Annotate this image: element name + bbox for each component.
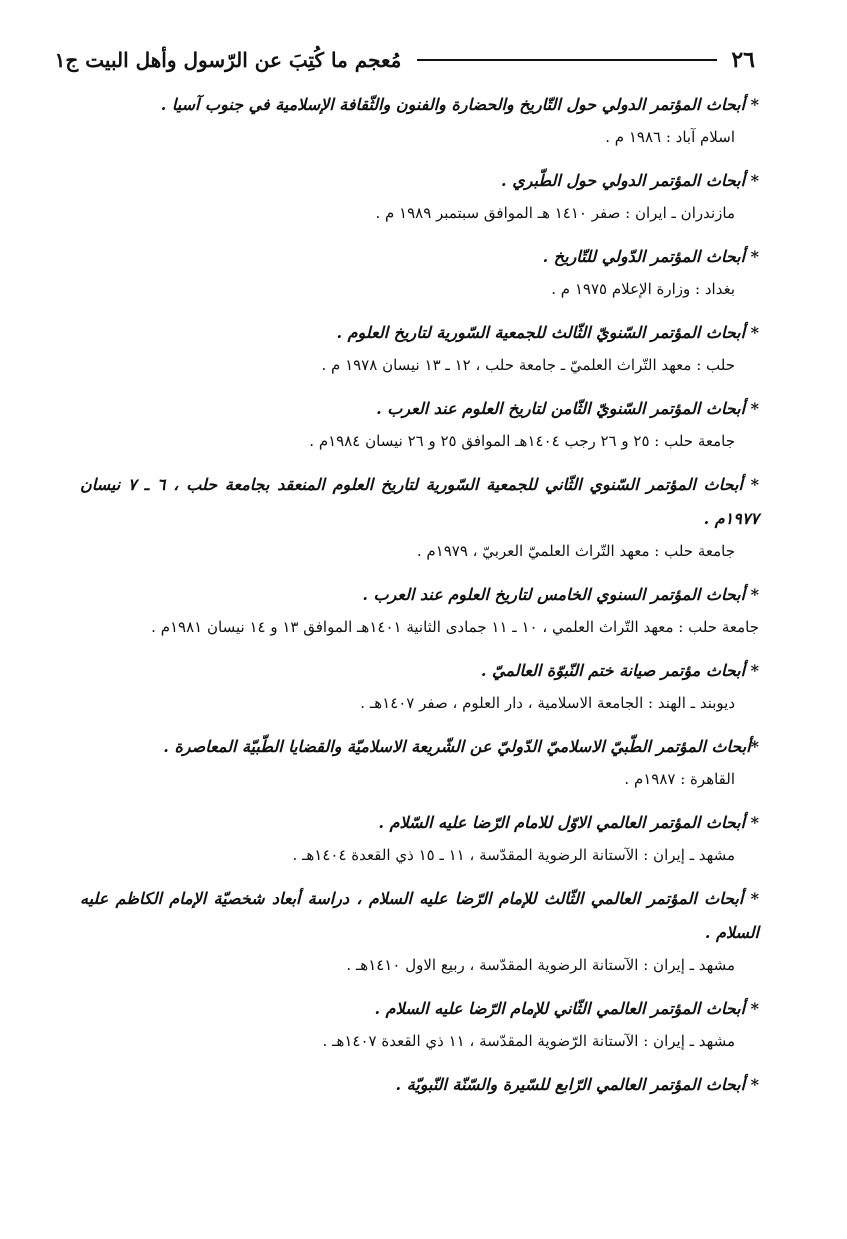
bibliography-entry [80, 992, 759, 1056]
entry-publication: مازندران ـ ايران : صفر ١٤١٠ هـ الموافق سبتمبر ١٩٨٩ م . [375, 204, 735, 222]
page-number: ٢٦ [731, 47, 755, 73]
entry-title: * أبحاث المؤتمر الدّولي للتّاريخ . [542, 247, 759, 266]
entry-publication: بغداد : وزارة الإعلام ١٩٧٥ م . [551, 280, 735, 298]
entry-title: * أبحاث المؤتمر العالمي الرّابع للسّيرة والسّنّة النّبويّة . [395, 1075, 759, 1094]
entry-publication: مشهد ـ إيران : الآستانة الرّضوية المقدّسة ، ١١ ذي القعدة ١٤٠٧هـ . [322, 1032, 735, 1050]
entry-title: * أبحاث المؤتمر العالمي الثّاني للإمام الرّضا عليه السلام . [374, 999, 759, 1018]
entry-publication: مشهد ـ إيران : الآستانة الرضوية المقدّسة ، ١١ ـ ١٥ ذي القعدة ١٤٠٤هـ . [292, 846, 735, 864]
entry-publication: اسلام آباد : ١٩٨٦ م . [605, 128, 735, 146]
entry-title: * أبحاث المؤتمر السنوي الخامس لتاريخ العلوم عند العرب . [362, 585, 759, 604]
bibliography-entry [80, 882, 759, 980]
entry-publication: حلب : معهد التّراث العلميّ ـ جامعة حلب ، ١٢ ـ ١٣ نيسان ١٩٧٨ م . [321, 356, 735, 374]
entry-publication: ديوبند ـ الهند : الجامعة الاسلامية ، دار العلوم ، صفر ١٤٠٧هـ . [360, 694, 735, 712]
bibliography-entry [80, 806, 759, 870]
bibliography-entry [80, 578, 759, 642]
entry-title: * أبحاث المؤتمر العالمي الثّالث للإمام الرّضا عليه السلام ، دراسة أبعاد شخصيّة الإمام الكاظم عليه السلام . [80, 889, 760, 942]
bibliography-entry [80, 654, 759, 718]
bibliography-entry [80, 88, 759, 152]
bibliography-entry [80, 1068, 759, 1102]
entry-publication: القاهرة : ١٩٨٧م . [624, 770, 735, 788]
entry-publication: جامعة حلب : معهد التّراث العلمي ، ١٠ ـ ١١ جمادى الثانية ١٤٠١هـ الموافق ١٣ و ١٤ نيسان ١٩٨١م . [151, 618, 759, 636]
entry-title: * أبحاث المؤتمر السّنويّ الثّالث للجمعية السّورية لتاريخ العلوم . [336, 323, 759, 342]
bibliography-entry [80, 468, 759, 566]
entry-title: *أبحاث المؤتمر الطّبيّ الاسلاميّ الدّوليّ عن الشّريعة الاسلاميّة والقضايا الطّبيّة المعاصرة . [163, 737, 759, 756]
entry-title: * أبحاث المؤتمر السّنويّ الثّامن لتاريخ العلوم عند العرب . [376, 399, 759, 418]
entry-title: * أبحاث المؤتمر العالمي الاوّل للامام الرّضا عليه السّلام . [378, 813, 759, 832]
entry-title: * أبحاث المؤتمر الدولي حول الطّبري . [501, 171, 759, 190]
entry-title: * أبحاث مؤتمر صيانة ختم النّبوّة العالميّ . [480, 661, 759, 680]
page-header [54, 40, 755, 80]
bibliography-entry [80, 730, 759, 794]
entry-publication: جامعة حلب : معهد التّراث العلميّ العربيّ ، ١٩٧٩م . [416, 542, 735, 560]
header-rule [417, 59, 717, 61]
entry-publication: جامعة حلب : ٢٥ و ٢٦ رجب ١٤٠٤هـ الموافق ٢٥ و ٢٦ نيسان ١٩٨٤م . [309, 432, 735, 450]
bibliography-list [80, 88, 759, 1114]
bibliography-entry [80, 164, 759, 228]
bibliography-entry [80, 392, 759, 456]
running-title: مُعجم ما كُتِبَ عن الرّسول وأهل البيت ج١ [54, 48, 402, 72]
bibliography-entry [80, 240, 759, 304]
entry-title: * أبحاث المؤتمر السّنوي الثّاني للجمعية السّورية لتاريخ العلوم المنعقد بجامعة حلب ، ٦ ـ ٧ نيسان ١٩٧٧م . [80, 475, 760, 528]
bibliography-entry [80, 316, 759, 380]
entry-publication: مشهد ـ إيران : الآستانة الرضوية المقدّسة ، ربيع الاول ١٤١٠هـ . [346, 956, 735, 974]
entry-title: * أبحاث المؤتمر الدولي حول التّاريخ والحضارة والفنون والثّقافة الإسلامية في جنوب آسيا . [160, 95, 759, 114]
